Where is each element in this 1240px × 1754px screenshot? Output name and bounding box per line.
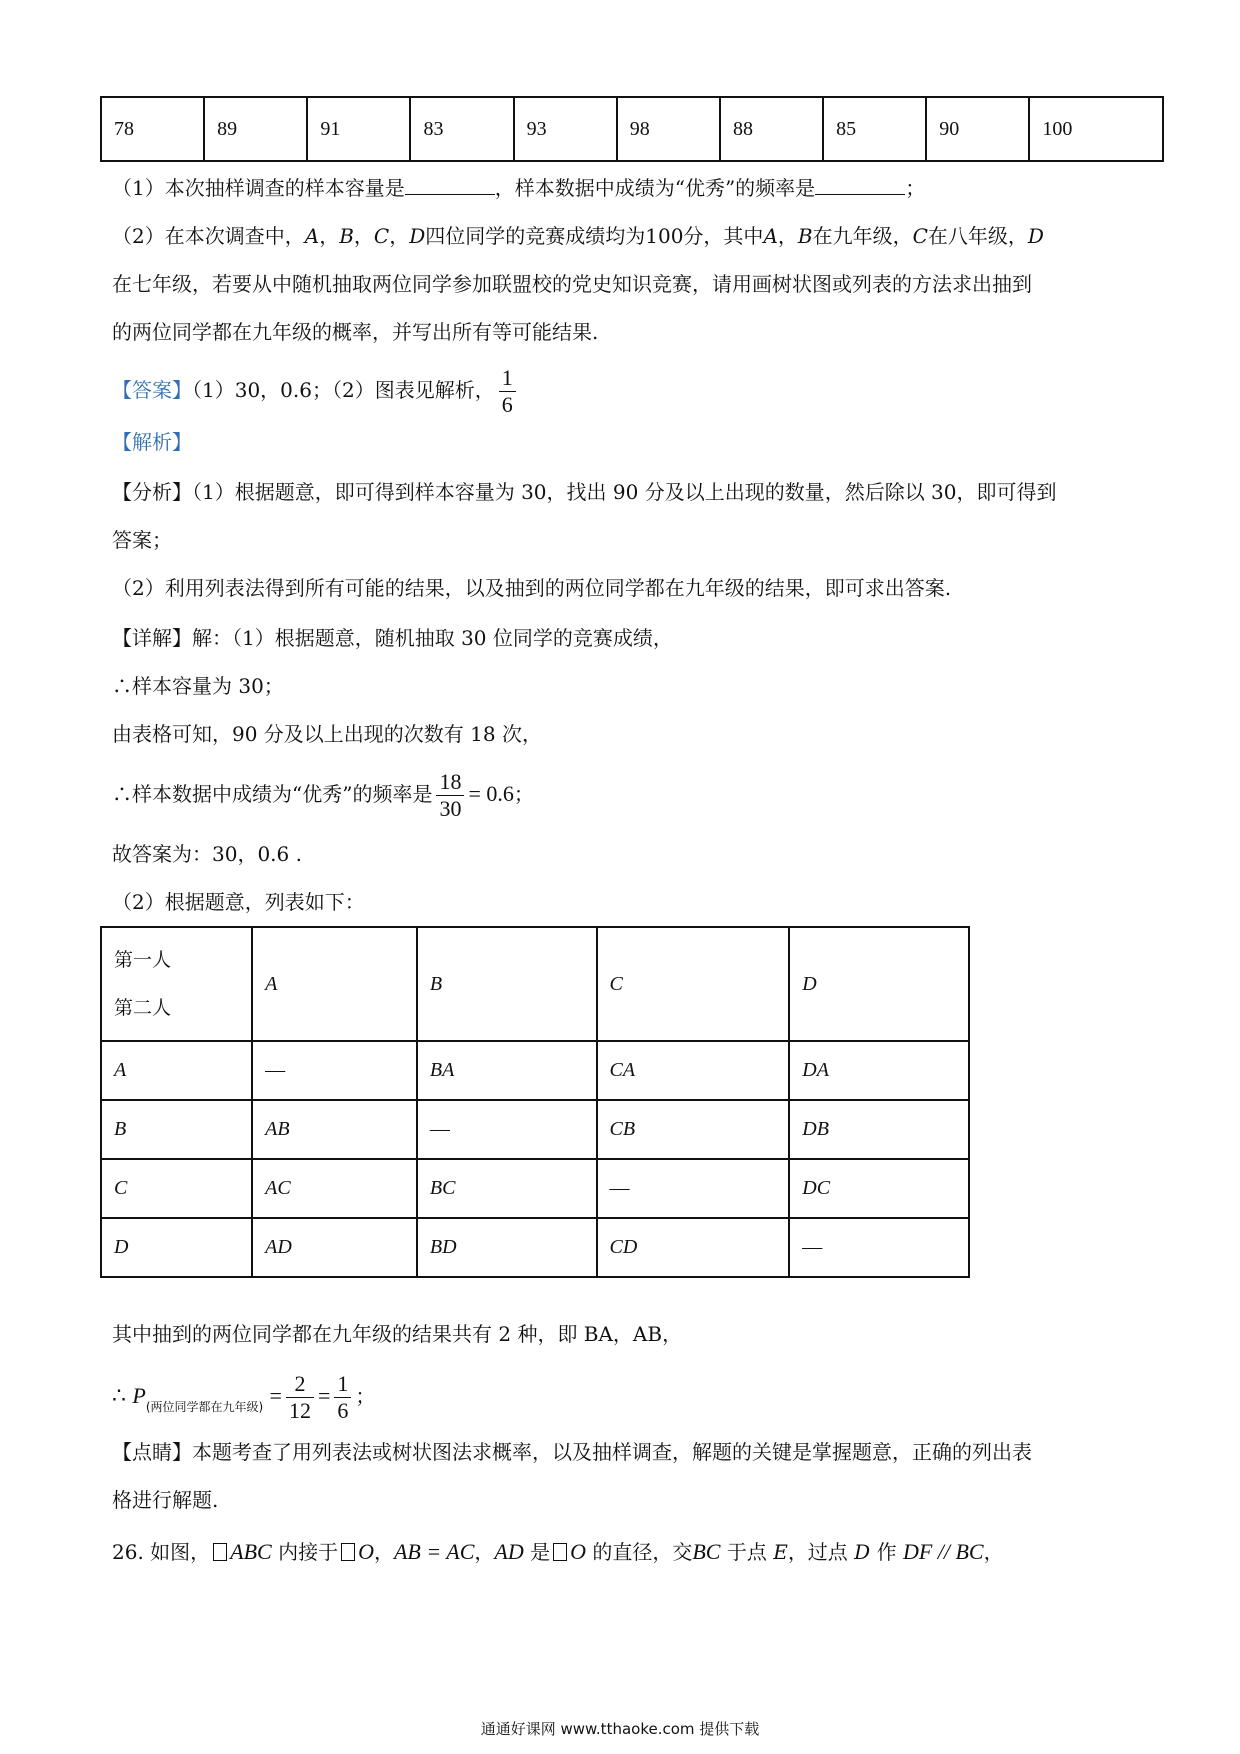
score-cell: 98 [617,97,720,161]
row-header: D [101,1218,252,1277]
detail-line-6: （2）根据题意，列表如下： [112,890,365,914]
detail-line-1: 【详解】解：（1）根据题意，随机抽取 30 位同学的竞赛成绩， [112,626,673,650]
score-cell: 78 [101,97,204,161]
result-line-2: ∴ $P_{(两位同学都在九年级)}$ = $\frac{2}{12}$ = $\frac{1}{6}$ ； [112,1371,376,1423]
dianjing-line-2: 格进行解题. [112,1488,219,1512]
score-cell: 88 [720,97,823,161]
fraction: $\frac{1}{6}$ [499,365,516,418]
score-cell: 90 [926,97,1029,161]
outcome-cell: CA [597,1041,790,1100]
detail-line-3: 由表格可知，90 分及以上出现的次数有 18 次， [112,722,542,746]
column-header: C [597,927,790,1041]
fenxi-line-3: （2）利用列表法得到所有可能的结果，以及抽到的两位同学都在九年级的结果，即可求出答案. [112,576,952,600]
outcome-cell: AD [252,1218,417,1277]
outcome-cell: DA [789,1041,969,1100]
column-header: D [789,927,969,1041]
outcome-cell: AB [252,1100,417,1159]
score-cell: 83 [410,97,513,161]
outcome-cell: DC [789,1159,969,1218]
footer: 通通好课网 www.tthaoke.com 提供下载 [480,1720,760,1738]
score-cell: 85 [823,97,926,161]
analysis-tag: 【解析】 [112,430,192,454]
question-26: 26. 如图， ABC 内接于 O，AB = AC，AD 是 O 的直径，交BC 于点 E，过点 D 作 DF // BC， [112,1539,1004,1564]
fraction: $\frac{1}{6}$ [334,1371,351,1424]
question-2-line-2: 在七年级，若要从中随机抽取两位同学参加联盟校的党史知识竞赛，请用画树状图或列表的方法求出抽到 [112,272,1032,296]
detail-line-2: ∴样本容量为 30； [112,674,284,698]
fraction: $\frac{18}{30}$ [436,769,464,822]
triangle-symbol-box [213,1543,227,1561]
fraction: $\frac{2}{12}$ [286,1371,314,1424]
score-table [100,96,1164,162]
circle-symbol-box [553,1543,567,1561]
row-header: C [101,1159,252,1218]
row-header: A [101,1041,252,1100]
outcome-cell: CD [597,1218,790,1277]
question-2-line-1: （2）在本次调查中，A，B，C，D四位同学的竞赛成绩均为100分，其中A，B在九年级，C在八年级，D [112,224,1044,248]
table-header-row [101,927,969,1041]
dianjing-line-1: 【点睛】本题考查了用列表法或树状图法求概率，以及抽样调查，解题的关键是掌握题意，正确的列出表 [112,1440,1032,1464]
fenxi-line-2: 答案； [112,528,172,552]
outcome-cell: BC [417,1159,597,1218]
result-line-1: 其中抽到的两位同学都在九年级的结果共有 2 种，即 BA，AB， [112,1322,683,1346]
outcome-cell: BA [417,1041,597,1100]
answer-blank [815,176,905,195]
table-row [101,97,1163,161]
detail-line-5: 故答案为：30，0.6 . [112,842,302,866]
outcome-cell: BD [417,1218,597,1277]
corner-cell: 第一人 第二人 [101,927,252,1041]
detail-line-4: ∴样本数据中成绩为“优秀”的频率是 $\frac{18}{30}$ = 0.6； [112,769,534,821]
outcome-cell: — [789,1218,969,1277]
outcome-cell: — [252,1041,417,1100]
outcome-cell: CB [597,1100,790,1159]
row-header: B [101,1100,252,1159]
column-header: B [417,927,597,1041]
score-cell: 89 [204,97,307,161]
outcome-table [100,926,970,1278]
outcome-cell: — [597,1159,790,1218]
circle-symbol-box [341,1543,355,1561]
question-1: （1）本次抽样调查的样本容量是 ，样本数据中成绩为“优秀”的频率是 ； [112,176,926,200]
score-cell: 93 [514,97,617,161]
score-cell: 91 [307,97,410,161]
table-row [101,1159,969,1218]
outcome-cell: AC [252,1159,417,1218]
answer-blank [405,176,495,195]
question-2-line-3: 的两位同学都在九年级的概率，并写出所有等可能结果. [112,320,599,344]
table-row [101,1041,969,1100]
table-row [101,1100,969,1159]
answer-tag: 【答案】 [112,378,192,402]
fenxi-line-1: 【分析】（1）根据题意，即可得到样本容量为 30，找出 90 分及以上出现的数量，然后除以 30，即可得到 [112,480,1057,504]
table-row [101,1218,969,1277]
answer-line: 【答案】（1）30，0.6；（2）图表见解析， $\frac{1}{6}$ [112,362,520,418]
score-cell: 100 [1029,97,1163,161]
outcome-cell: — [417,1100,597,1159]
outcome-cell: DB [789,1100,969,1159]
column-header: A [252,927,417,1041]
